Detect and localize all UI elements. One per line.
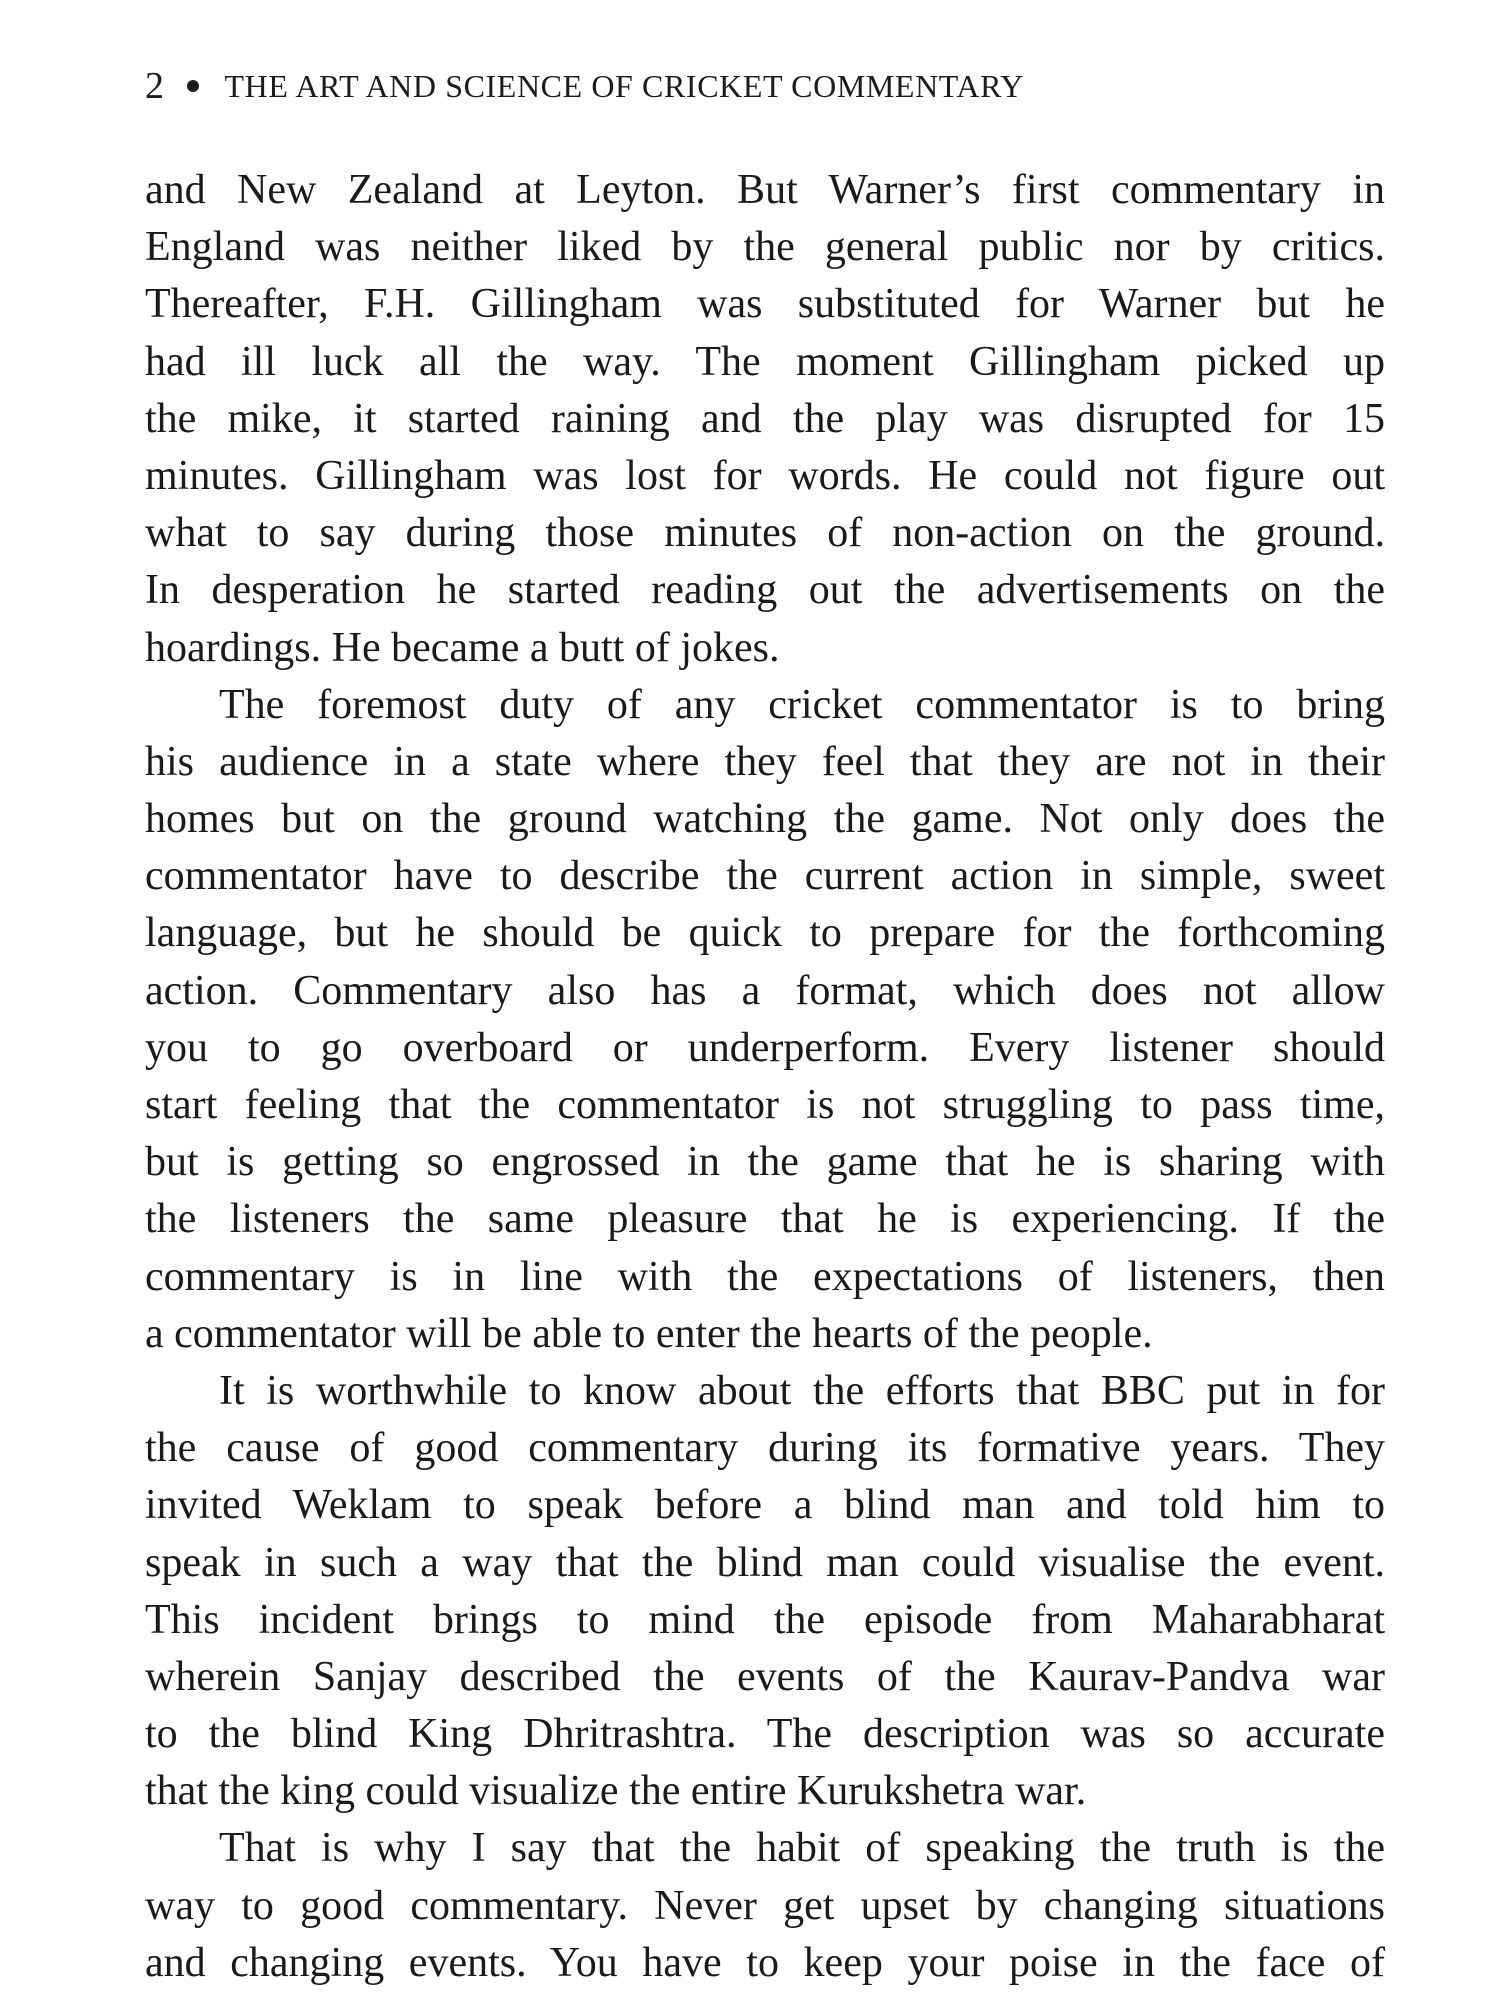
text-line: language, but he should be quick to prepare for the forthcoming: [145, 910, 1385, 957]
text-line: to the blind King Dhritrashtra. The description was so accurate: [145, 1711, 1385, 1758]
text-line: the mike, it started raining and the play was disrupted for 15: [145, 395, 1385, 442]
text-line: but is getting so engrossed in the game that he is sharing with: [145, 1139, 1385, 1186]
text-line: invited Weklam to speak before a blind man and told him to: [145, 1482, 1385, 1529]
paragraph-4: [145, 1820, 1385, 1992]
text-line: speak in such a way that the blind man could visualise the event.: [145, 1539, 1385, 1586]
running-header: [145, 62, 1395, 110]
paragraph-3: [145, 1363, 1385, 1821]
text-line: start feeling that the commentator is not struggling to pass time,: [145, 1082, 1385, 1128]
text-line: The foremost duty of any cricket commentator is to bring: [219, 681, 1385, 728]
paragraph-1: [145, 162, 1385, 677]
text-line: minutes. Gillingham was lost for words. He could not figure out: [145, 452, 1385, 499]
text-line: homes but on the ground watching the game. Not only does the: [145, 796, 1385, 843]
page-number: 2: [145, 65, 165, 107]
text-line: a commentator will be able to enter the hearts of the people.: [145, 1310, 1153, 1357]
text-line: hoardings. He became a butt of jokes.: [145, 624, 780, 671]
text-line: commentator have to describe the current action in simple, sweet: [145, 853, 1385, 900]
body-text: [145, 162, 1385, 1992]
running-title: THE ART AND SCIENCE OF CRICKET COMMENTARY: [224, 67, 1024, 104]
bullet-icon: [187, 80, 199, 92]
text-line: It is worthwhile to know about the efforts that BBC put in for: [219, 1367, 1385, 1414]
text-line: action. Commentary also has a format, which does not allow: [145, 967, 1385, 1014]
text-line: his audience in a state where they feel that they are not in their: [145, 738, 1385, 785]
text-line: had ill luck all the way. The moment Gillingham picked up: [145, 338, 1385, 385]
text-line: way to good commentary. Never get upset by changing situations: [145, 1882, 1385, 1929]
text-line: and New Zealand at Leyton. But Warner’s first commentary in: [145, 167, 1385, 213]
text-line: That is why I say that the habit of speaking the truth is the: [219, 1825, 1385, 1872]
paragraph-2: [145, 677, 1385, 1363]
text-line: wherein Sanjay described the events of the Kaurav-Pandva war: [145, 1653, 1385, 1700]
text-line: In desperation he started reading out the advertisements on the: [145, 567, 1385, 614]
text-line: that the king could visualize the entire Kurukshetra war.: [145, 1768, 1087, 1815]
text-line: Thereafter, F.H. Gillingham was substituted for Warner but he: [145, 281, 1385, 328]
text-line: This incident brings to mind the episode from Maharabharat: [145, 1596, 1385, 1643]
text-line: the cause of good commentary during its formative years. They: [145, 1425, 1385, 1472]
text-line: what to say during those minutes of non-action on the ground.: [145, 510, 1385, 557]
text-line: England was neither liked by the general public nor by critics.: [145, 224, 1385, 271]
text-line: the listeners the same pleasure that he is experiencing. If the: [145, 1196, 1385, 1243]
text-line: and changing events. You have to keep your poise in the face of: [145, 1939, 1385, 1986]
text-line: you to go overboard or underperform. Every listener should: [145, 1024, 1385, 1071]
text-line: commentary is in line with the expectations of listeners, then: [145, 1253, 1385, 1300]
